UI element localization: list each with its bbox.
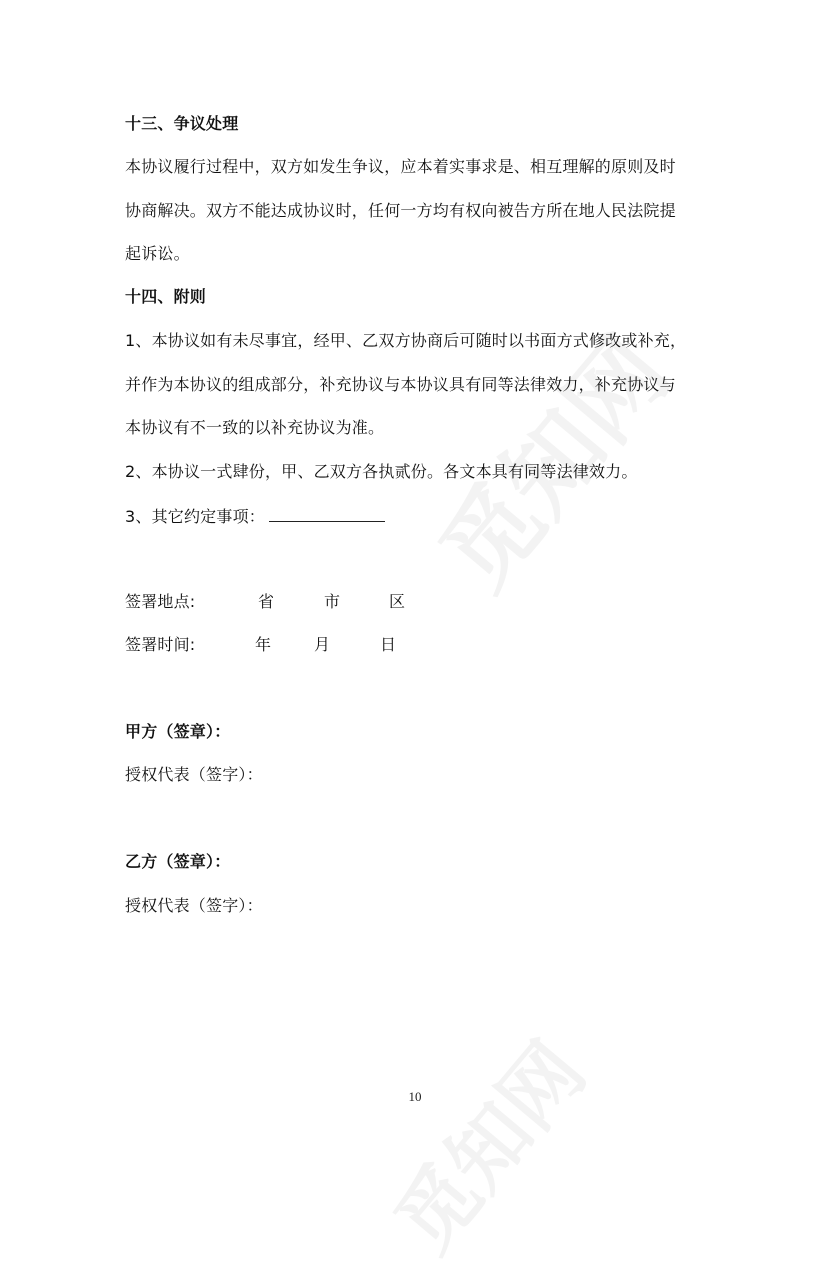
page-number: 10 — [408, 1089, 422, 1104]
signing-district: 区 — [389, 592, 406, 611]
signing-day: 日 — [380, 635, 397, 654]
paragraph-line: 本协议履行过程中，双方如发生争议，应本着实事求是、相互理解的原则及时 — [125, 157, 676, 176]
party-a-seal-label: 甲方（签章）： — [125, 722, 231, 741]
party-b-seal-label: 乙方（签章）： — [125, 852, 231, 871]
paragraph-line: 起诉讼。 — [125, 244, 190, 263]
other-terms-line — [125, 505, 385, 528]
paragraph-line: 本协议有不一致的以补充协议为准。 — [125, 418, 385, 437]
signing-month: 月 — [314, 635, 331, 654]
signing-place-label: 签署地点: — [125, 592, 196, 611]
paragraph-line: 2、本协议一式肆份，甲、乙双方各执贰份。各文本具有同等法律效力。 — [125, 462, 638, 481]
party-a-rep-label: 授权代表（签字）： — [125, 765, 263, 784]
section-14-heading: 十四、附则 — [125, 287, 207, 306]
signing-time-label: 签署时间: — [125, 635, 196, 654]
other-terms-blank — [269, 505, 385, 522]
party-b-rep-label: 授权代表（签字）： — [125, 896, 263, 915]
section-13-heading: 十三、争议处理 — [125, 114, 239, 133]
paragraph-line: 并作为本协议的组成部分，补充协议与本协议具有同等法律效力，补充协议与 — [125, 375, 676, 394]
other-terms-label: 3、其它约定事项： — [125, 507, 265, 526]
watermark — [364, 1014, 606, 1271]
paragraph-line: 1、本协议如有未尽事宜，经甲、乙双方协商后可随时以书面方式修改或补充， — [125, 331, 687, 350]
paragraph-line: 协商解决。双方不能达成协议时，任何一方均有权向被告方所在地人民法院提 — [125, 201, 676, 220]
signing-city: 市 — [324, 592, 341, 611]
signing-year: 年 — [255, 635, 272, 654]
signing-province: 省 — [258, 592, 275, 611]
